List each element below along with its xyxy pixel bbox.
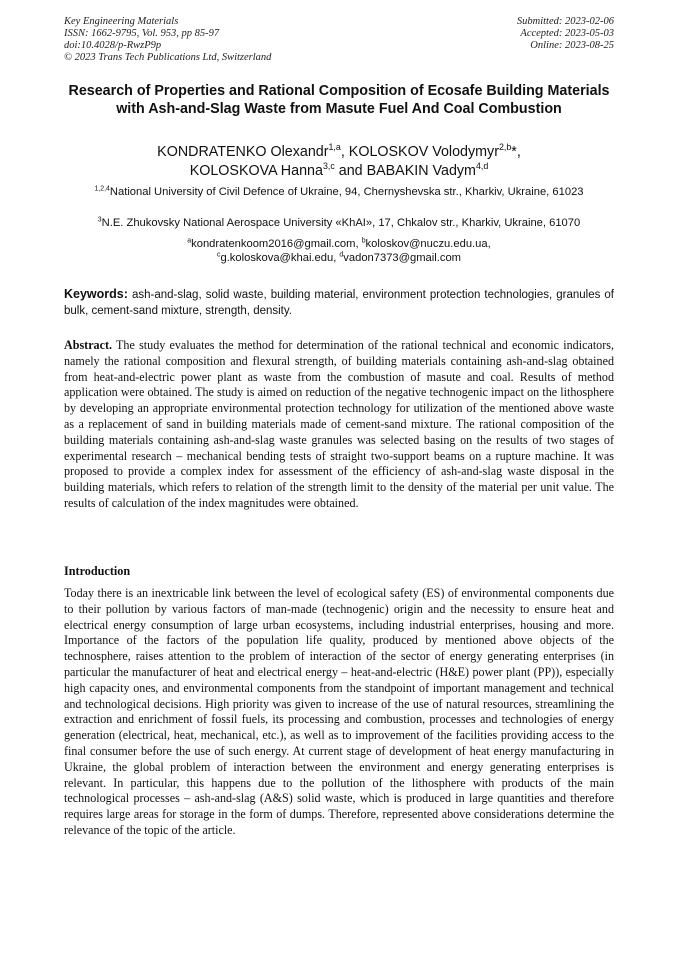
email-address[interactable]: kondratenkoom2016@gmail.com <box>191 238 356 250</box>
email-superscript: a <box>187 237 192 245</box>
paper-title: Research of Properties and Rational Composition of Ecosafe Building Materials with Ash-and-Slag Waste from Masute Fuel And Coal Combustion <box>68 83 610 117</box>
email-address[interactable]: koloskov@nuczu.edu.ua <box>365 238 488 250</box>
email-line <box>64 237 614 251</box>
affiliation <box>64 185 614 199</box>
email-separator: , <box>487 238 491 250</box>
journal-name: Key Engineering Materials <box>64 16 179 27</box>
author-superscript: 2,b <box>498 142 512 153</box>
author-superscript: 1,a <box>328 142 341 153</box>
email-address[interactable]: vadon7373@gmail.com <box>343 252 461 264</box>
author-name: KOLOSKOVA Hanna <box>189 163 323 179</box>
affiliation-text: N.E. Zhukovsky National Aerospace University «KhAI», 17, Chkalov str., Kharkiv, Ukraine, 61070 <box>101 217 581 229</box>
journal-copyright: © 2023 Trans Tech Publications Ltd, Switzerland <box>64 52 272 63</box>
abstract-section <box>64 338 614 512</box>
author-line <box>64 143 614 162</box>
abstract-label: Abstract. <box>64 338 113 352</box>
author-name: KONDRATENKO Olexandr <box>157 144 329 160</box>
keywords-label: Keywords: <box>64 287 128 301</box>
author-name: BABAKIN Vadym <box>366 163 476 179</box>
author-line <box>64 162 614 181</box>
abstract-text: The study evaluates the method for determination of the rational technical and economic indicators, namely the rational composition and flexural strength, of building materials containing ash-and-slag obtained from heat-and-electric power plant as waste from the combustion of masute and coal. Results of method application were obtained. The study is aimed on reduction of the negative technogenic impact on the lithosphere by developing an appropriate environmental protection technology for utilization of the mentioned above waste as a replacement of sand in building materials made of cement-sand mixture. The rational composition of the building materials containing ash-and-slag waste granules was selected basing on the results of two stages of experimental research – mechanical bending tests of straight two-support beams on a rupture machine. It was proposed to provide a complex index for assessment of the efficiency of ash-and-slag waste disposal in the building materials, which refers to relation of the strength limit to the density of the material per unit value. The results of calculation of the index magnitudes were obtained. <box>64 338 614 510</box>
author-name: KOLOSKOV Volodymyr <box>348 144 499 160</box>
author-superscript: 4,d <box>475 161 489 172</box>
affiliation <box>64 216 614 230</box>
online-date: Online: 2023-08-25 <box>530 40 614 51</box>
email-separator: , <box>355 238 362 250</box>
affiliation-text: National University of Civil Defence of Ukraine, 94, Chernyshevska str., Kharkiv, Ukraine, 61023 <box>109 186 584 198</box>
email-superscript: d <box>339 251 344 259</box>
author-separator: and <box>334 163 367 179</box>
email-superscript: b <box>361 237 366 245</box>
journal-doi[interactable]: doi:10.4028/p-RwzP9p <box>64 40 162 51</box>
keywords-text: ash-and-slag, solid waste, building material, environment protection technologies, granules of bulk, cement-sand mixture, strength, density. <box>64 289 614 317</box>
keywords-section <box>64 286 614 319</box>
author-list <box>64 143 614 181</box>
email-line <box>64 251 614 265</box>
affiliation-superscript: 3 <box>97 216 102 224</box>
submitted-date: Submitted: 2023-02-06 <box>516 16 614 27</box>
email-list <box>64 237 614 265</box>
journal-issn: ISSN: 1662-9795, Vol. 953, pp 85-97 <box>64 28 220 39</box>
introduction-text: Today there is an inextricable link between the level of ecological safety (ES) of environmental components due to their pollution by various factors of man-made (technogenic) origin and the necessity to ensure heat and electrical energy consumption of large urban ecosystems, including industrial enterprises, housing and more. Importance of the factors of the population life quality, produced by mentioned above objects of the technosphere, raises attention to the problem of interaction of the sector of energy generating enterprises (in particular the manufacturer of heat and electrical energy – heat-and-electric (H&E) power plant (PP)), especially high capacity ones, and environmental components from the standpoint of important management and technical and technological decisions. High priority was given to increase of the use of natural resources, streamlining the extraction and enrichment of fossil fuels, its processing and combustion, processes and technologies of energy generation (electrical, heat, mechanical, etc.), as well as to improvement of the facilities providing access to the final consumer before the use of such energy. At current stage of development of heat energy manufacturing in Ukraine, the global problem of interaction between the environment and energy generating enterprises is relevant. In particular, this happens due to the pollution of the lithosphere with products of the main technological processes – ash-and-slag (A&S) solid waste, which is produced in large quantities and therefore requires large areas for storage in the form of dumps. Therefore, represented above considerations determine the relevance of the topic of the article. <box>64 586 614 837</box>
author-superscript: 3,c <box>322 161 335 172</box>
email-separator: , <box>333 252 340 264</box>
author-separator: *, <box>511 144 521 160</box>
journal-info <box>64 16 271 64</box>
affiliation-superscript: 1,2,4 <box>94 185 110 193</box>
accepted-date: Accepted: 2023-05-03 <box>520 28 614 39</box>
introduction-heading: Introduction <box>64 564 131 578</box>
email-address[interactable]: g.koloskova@khai.edu <box>220 252 334 264</box>
author-separator: , <box>340 144 349 160</box>
email-superscript: c <box>217 251 221 259</box>
publication-dates <box>517 16 614 52</box>
